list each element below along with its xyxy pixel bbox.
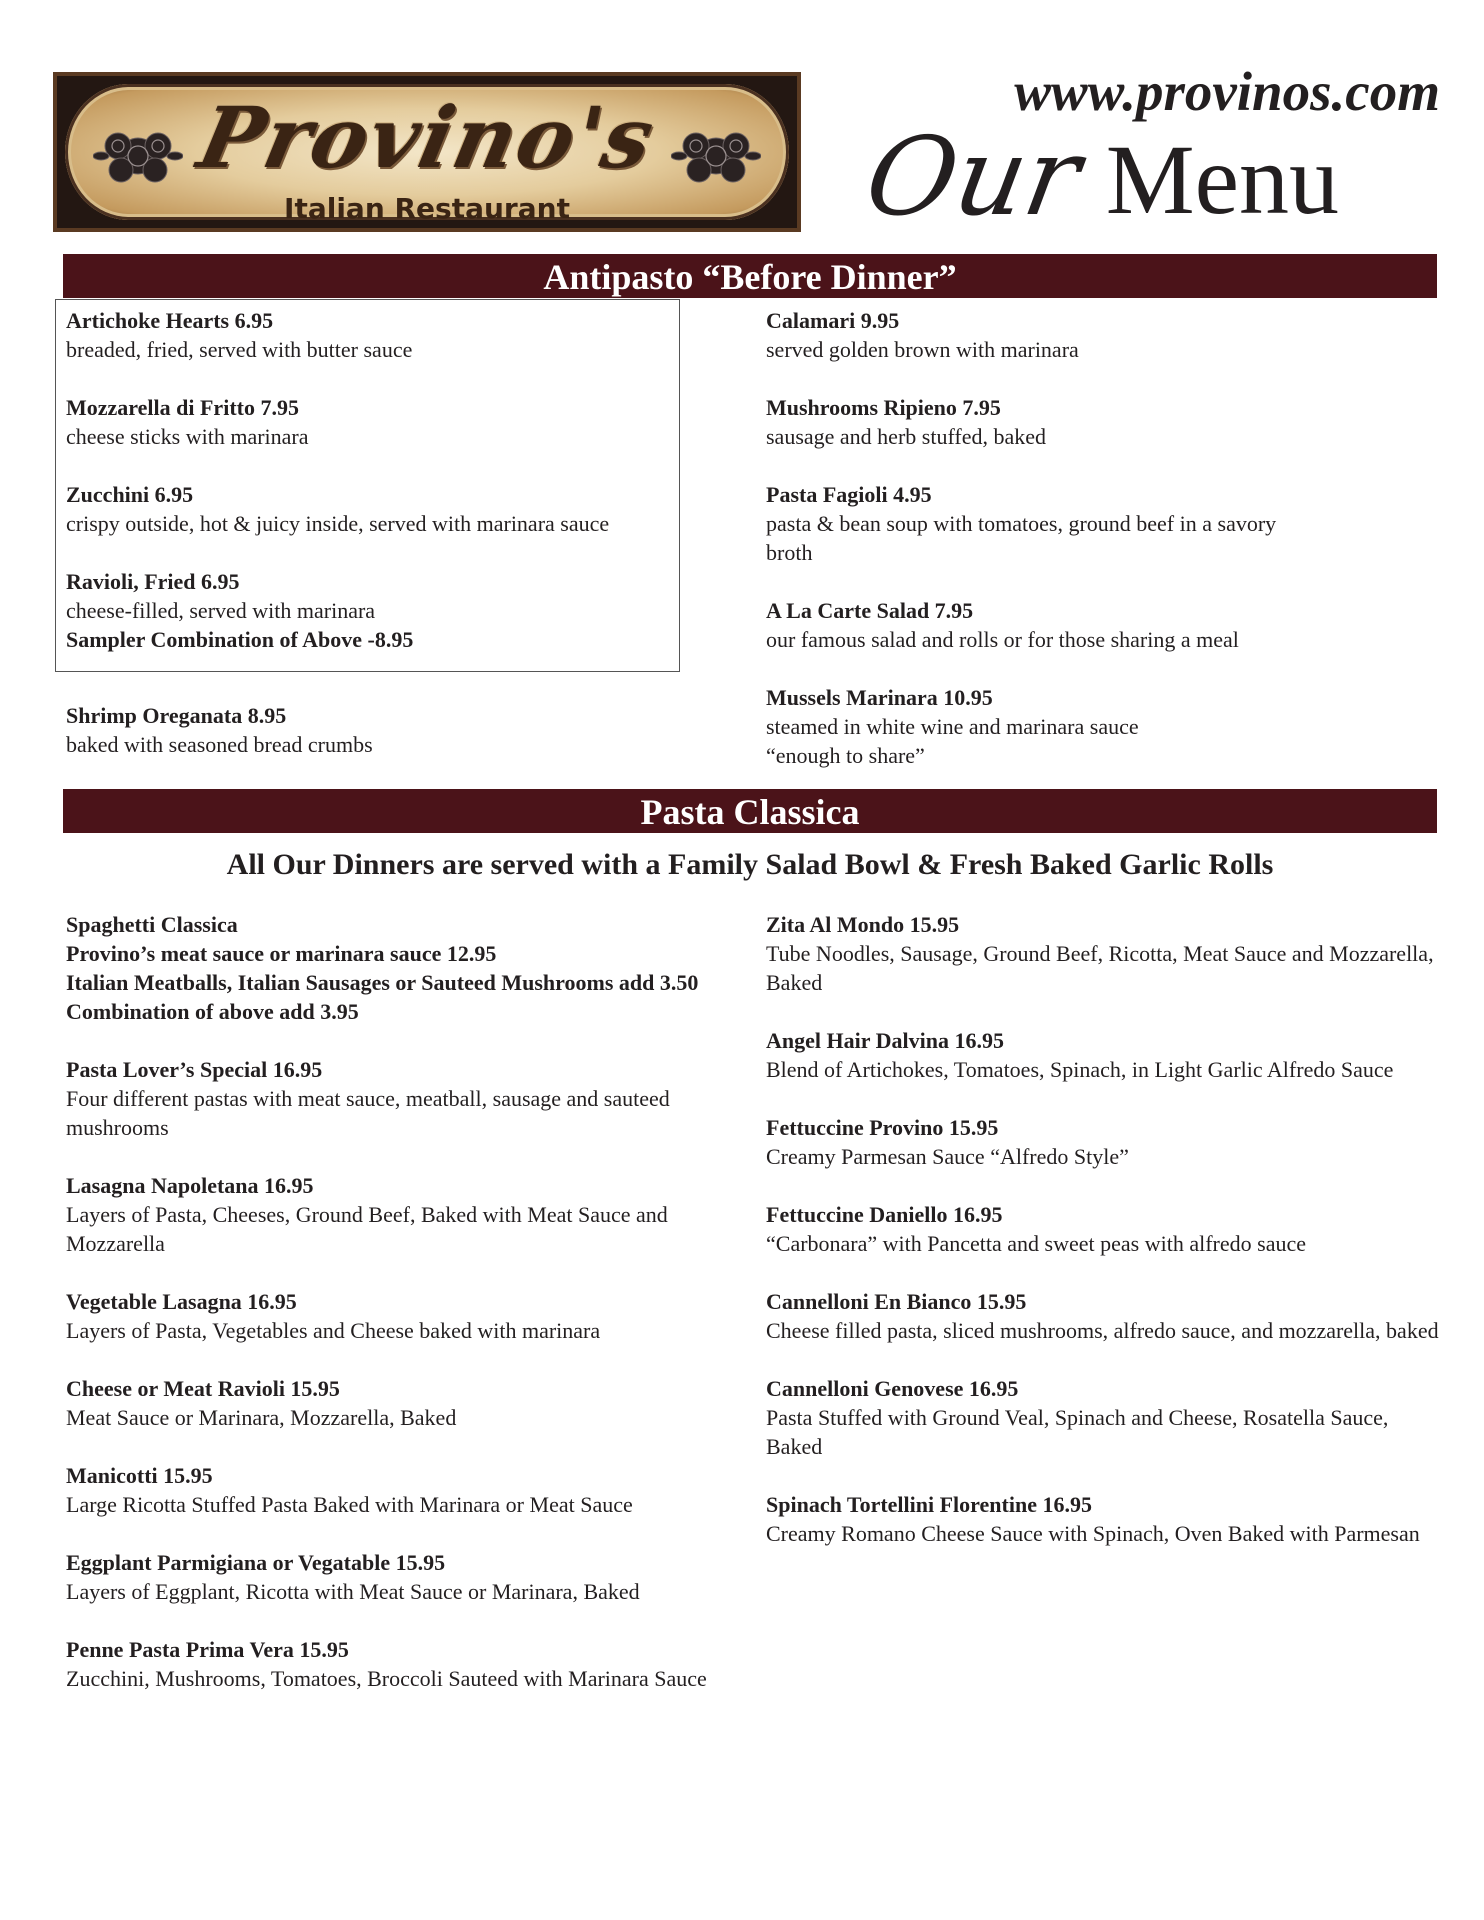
menu-item [766, 1287, 1484, 1345]
menu-item [66, 910, 786, 1026]
item-name: Mozzarella di Fritto 7.95 [66, 395, 299, 420]
menu-item [66, 306, 786, 364]
menu-item [66, 1461, 786, 1519]
dinner-subtitle: All Our Dinners are served with a Family Salad Bowl & Fresh Baked Garlic Rolls [226, 848, 1274, 881]
menu-item [66, 1548, 786, 1606]
antipasto-right-column [766, 306, 1484, 799]
item-desc: Cheese filled pasta, sliced mushrooms, alfredo sauce, and mozzarella, baked [766, 1318, 1439, 1343]
item-desc: steamed in white wine and marinara sauce [766, 714, 1139, 739]
item-name: Vegetable Lasagna 16.95 [66, 1289, 297, 1314]
item-option: Combination of above add 3.95 [66, 999, 359, 1024]
menu-item [766, 1026, 1484, 1084]
item-name: Fettuccine Daniello 16.95 [766, 1202, 1003, 1227]
sampler-combination: Sampler Combination of Above -8.95 [66, 627, 414, 652]
item-desc: Creamy Parmesan Sauce “Alfredo Style” [766, 1144, 1129, 1169]
item-name: Spinach Tortellini Florentine 16.95 [766, 1492, 1092, 1517]
menu-item [766, 393, 1484, 451]
item-desc: crispy outside, hot & juicy inside, served with marinara sauce [66, 511, 610, 536]
page-title-main: Menu [1105, 124, 1340, 235]
menu-item [66, 1055, 786, 1142]
item-desc: cheese-filled, served with marinara [66, 598, 376, 623]
item-desc: Layers of Pasta, Vegetables and Cheese baked with marinara [66, 1318, 601, 1343]
item-name: Zita Al Mondo 15.95 [766, 912, 960, 937]
item-desc: Four different pastas with meat sauce, meatball, sausage and sauteed mushrooms [66, 1086, 670, 1140]
item-name: Cannelloni En Bianco 15.95 [766, 1289, 1027, 1314]
menu-item [766, 683, 1484, 770]
item-desc: sausage and herb stuffed, baked [766, 424, 1046, 449]
item-name: Lasagna Napoletana 16.95 [66, 1173, 314, 1198]
item-name: Spaghetti Classica [66, 912, 238, 937]
restaurant-logo [53, 72, 801, 232]
menu-item [66, 480, 786, 538]
item-option: Provino’s meat sauce or marinara sauce 12.95 [66, 941, 497, 966]
item-desc: cheese sticks with marinara [66, 424, 309, 449]
item-name: A La Carte Salad 7.95 [766, 598, 974, 623]
item-desc: Large Ricotta Stuffed Pasta Baked with Marinara or Meat Sauce [66, 1492, 633, 1517]
menu-item [766, 1113, 1484, 1171]
logo-subtitle: Italian Restaurant [284, 192, 570, 225]
menu-item [766, 910, 1484, 997]
item-name: Pasta Fagioli 4.95 [766, 482, 932, 507]
item-desc: Layers of Pasta, Cheeses, Ground Beef, Baked with Meat Sauce and Mozzarella [66, 1202, 668, 1256]
item-name: Calamari 9.95 [766, 308, 900, 333]
item-name: Fettuccine Provino 15.95 [766, 1115, 999, 1140]
item-desc: Pasta Stuffed with Ground Veal, Spinach and Cheese, Rosatella Sauce, Baked [766, 1405, 1389, 1459]
menu-item [766, 1490, 1484, 1548]
item-name: Mussels Marinara 10.95 [766, 685, 993, 710]
item-desc: Tube Noodles, Sausage, Ground Beef, Ricotta, Meat Sauce and Mozzarella, Baked [766, 941, 1434, 995]
item-name: Cheese or Meat Ravioli 15.95 [66, 1376, 340, 1401]
menu-item [766, 1374, 1484, 1461]
menu-item [66, 1287, 786, 1345]
flower-ornament-icon [671, 116, 761, 196]
antipasto-left-column [66, 306, 786, 788]
menu-item [66, 1171, 786, 1258]
item-desc: Layers of Eggplant, Ricotta with Meat Sauce or Marinara, Baked [66, 1579, 640, 1604]
item-desc: breaded, fried, served with butter sauce [66, 337, 413, 362]
menu-item [66, 1374, 786, 1432]
item-desc: served golden brown with marinara [766, 337, 1079, 362]
item-name: Manicotti 15.95 [66, 1463, 213, 1488]
item-name: Ravioli, Fried 6.95 [66, 569, 240, 594]
flower-ornament-icon [93, 116, 183, 196]
menu-item [766, 1200, 1484, 1258]
logo-name: Provino's [190, 88, 664, 187]
item-name: Mushrooms Ripieno 7.95 [766, 395, 1001, 420]
website-url: www.provinos.com [1014, 61, 1440, 122]
item-name: Cannelloni Genovese 16.95 [766, 1376, 1019, 1401]
page-title [857, 115, 1388, 240]
item-name: Angel Hair Dalvina 16.95 [766, 1028, 1004, 1053]
logo-plaque [65, 84, 789, 225]
item-desc: our famous salad and rolls or for those sharing a meal [766, 627, 1239, 652]
menu-item [66, 393, 786, 451]
item-desc: Creamy Romano Cheese Sauce with Spinach, Oven Baked with Parmesan [766, 1521, 1420, 1546]
item-name: Shrimp Oreganata 8.95 [66, 703, 287, 728]
menu-item [66, 1635, 786, 1693]
menu-item [66, 567, 786, 654]
section-heading-pasta: Pasta Classica [63, 789, 1437, 833]
page-title-script: Our [857, 115, 1089, 240]
menu-item [766, 480, 1484, 567]
item-desc: Meat Sauce or Marinara, Mozzarella, Baked [66, 1405, 457, 1430]
item-desc: pasta & bean soup with tomatoes, ground beef in a savory broth [766, 511, 1277, 565]
item-desc: Zucchini, Mushrooms, Tomatoes, Broccoli Sauteed with Marinara Sauce [66, 1666, 707, 1691]
item-name: Artichoke Hearts 6.95 [66, 308, 274, 333]
item-option: Italian Meatballs, Italian Sausages or Sauteed Mushrooms add 3.50 [66, 970, 699, 995]
item-desc: “Carbonara” with Pancetta and sweet peas with alfredo sauce [766, 1231, 1306, 1256]
item-name: Penne Pasta Prima Vera 15.95 [66, 1637, 349, 1662]
menu-item [766, 306, 1484, 364]
section-heading-antipasto: Antipasto “Before Dinner” [63, 254, 1437, 298]
item-desc: baked with seasoned bread crumbs [66, 732, 373, 757]
pasta-left-column [66, 910, 786, 1722]
item-name: Eggplant Parmigiana or Vegatable 15.95 [66, 1550, 446, 1575]
menu-item [766, 596, 1484, 654]
item-name: Pasta Lover’s Special 16.95 [66, 1057, 323, 1082]
menu-item [66, 701, 786, 759]
item-name: Zucchini 6.95 [66, 482, 194, 507]
item-note: “enough to share” [766, 743, 925, 768]
pasta-right-column [766, 910, 1484, 1577]
item-desc: Blend of Artichokes, Tomatoes, Spinach, in Light Garlic Alfredo Sauce [766, 1057, 1394, 1082]
